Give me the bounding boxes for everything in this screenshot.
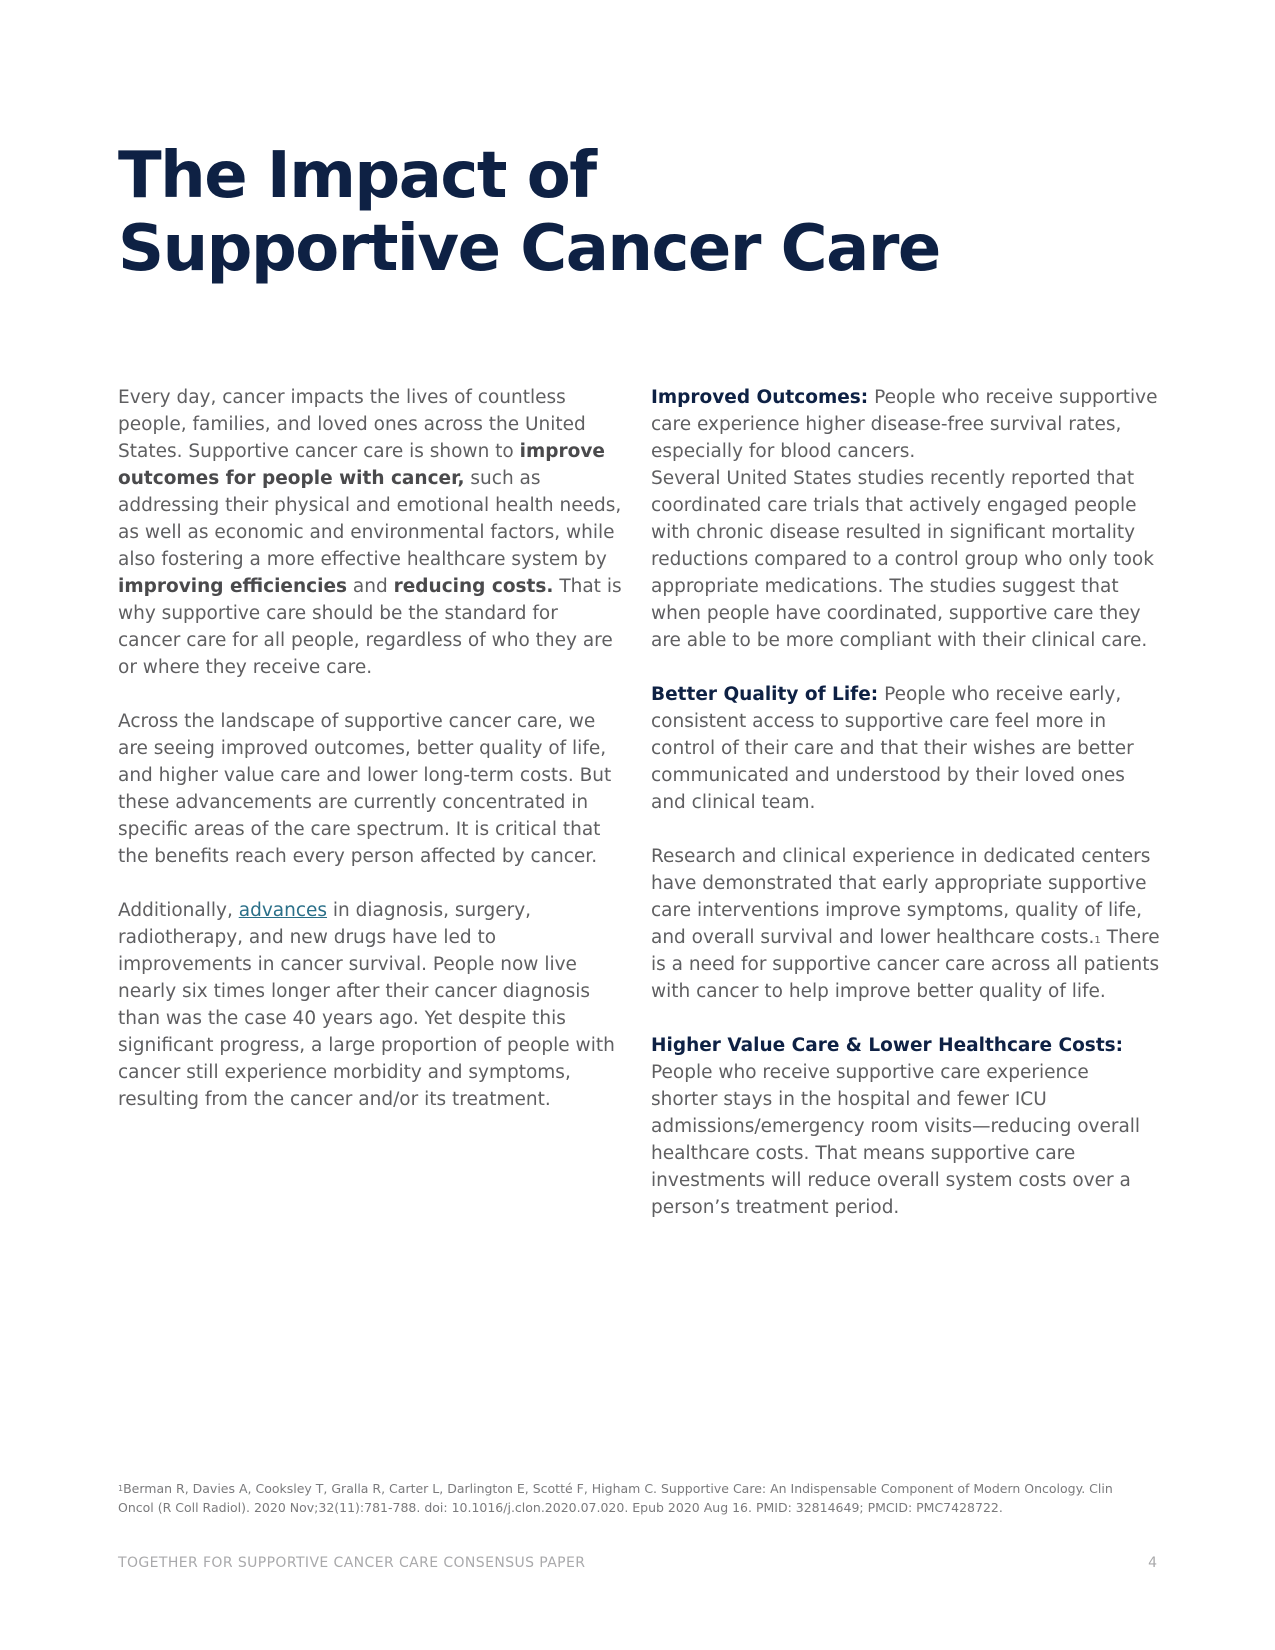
advances-text-1: Additionally, bbox=[118, 900, 239, 921]
improved-outcomes-text: People who receive supportive care experience higher disease-free survival rates, especially for blood cancers. bbox=[651, 387, 1158, 462]
landscape-paragraph: Across the landscape of supportive cancer care, we are seeing improved outcomes, better quality of life, and higher value care and lower long-term costs. But these advancements are currently concentrated in specific areas of the care spectrum. It is critical that the benefits reach every person affected by cancer. bbox=[118, 711, 612, 867]
footnote-reference: 1 bbox=[1094, 935, 1101, 946]
footer-paper-title: TOGETHER FOR SUPPORTIVE CANCER CARE CONSENSUS PAPER bbox=[118, 1555, 586, 1571]
advances-paragraph bbox=[118, 897, 626, 1113]
studies-paragraph: Several United States studies recently reported that coordinated care trials that actively engaged people with chronic disease resulted in significant mortality reductions compared to a control group who only took appropriate medications. The studies suggest that when people have coordinated, supportive care they are able to be more compliant with their clinical care. bbox=[651, 468, 1154, 651]
research-text-1: Research and clinical experience in dedicated centers have demonstrated that early appropriate supportive care interventions improve symptoms, quality of life, and overall survival and lower healthcare costs. bbox=[651, 846, 1151, 948]
footnote-text: Berman R, Davies A, Cooksley T, Gralla R, Carter L, Darlington E, Scotté F, Higham C. Supportive Care: An Indispensable Component of Modern Oncology. Clin Oncol (R Coll Radiol). 2020 Nov;32(11):781-788. doi: 10.1016/j.clon.2020.07.020. Epub 2020 Aug 16. PMID: 32814649; PMCID: PMC7428722. bbox=[118, 1481, 1113, 1515]
research-text-2: There is a need for supportive cancer care across all patients with cancer to help improve better quality of life. bbox=[651, 927, 1160, 1002]
intro-bold-reducing-costs: reducing costs. bbox=[393, 576, 554, 597]
page-number: 4 bbox=[1148, 1555, 1157, 1571]
page-title-line-1: The Impact of bbox=[118, 139, 596, 213]
intro-bold-improve-outcomes: improve outcomes for people with cancer, bbox=[118, 441, 605, 489]
improved-outcomes-paragraph bbox=[651, 384, 1161, 465]
left-column bbox=[118, 384, 626, 1113]
intro-paragraph bbox=[118, 384, 626, 681]
page-title-line-2: Supportive Cancer Care bbox=[118, 212, 940, 286]
improved-outcomes-heading: Improved Outcomes: bbox=[651, 387, 869, 408]
right-column bbox=[651, 384, 1161, 1221]
intro-text-1: Every day, cancer impacts the lives of countless people, families, and loved ones across the United States. Supportive cancer care is shown to bbox=[118, 387, 586, 462]
intro-text-2: such as addressing their physical and emotional health needs, as well as economic and environmental factors, while also fostering a more effective healthcare system by bbox=[118, 468, 622, 570]
intro-bold-improving-efficiencies: improving efficiencies bbox=[118, 576, 348, 597]
higher-value-heading: Higher Value Care & Lower Healthcare Costs: bbox=[651, 1035, 1124, 1056]
intro-text-4: That is why supportive care should be the standard for cancer care for all people, regardless of who they are or where they receive care. bbox=[118, 576, 622, 678]
page-title bbox=[118, 140, 1018, 286]
intro-text-3: and bbox=[347, 576, 394, 597]
research-paragraph bbox=[651, 843, 1161, 1005]
quality-of-life-paragraph bbox=[651, 681, 1161, 816]
higher-value-text: People who receive supportive care experience shorter stays in the hospital and fewer ICU admissions/emergency room visits—reducing overall healthcare costs. That means supportive care investments will reduce overall system costs over a person’s treatment period. bbox=[651, 1062, 1141, 1218]
footnote bbox=[118, 1479, 1148, 1517]
advances-link[interactable]: advances bbox=[238, 900, 328, 921]
quality-of-life-text: People who receive early, consistent access to supportive care feel more in control of their care and that their wishes are better communicated and understood by their loved ones and clinical team. bbox=[651, 684, 1134, 813]
advances-text-2: in diagnosis, surgery, radiotherapy, and new drugs have led to improvements in cancer survival. People now live nearly six times longer after their cancer diagnosis than was the case 40 years ago. Yet despite this significant progress, a large proportion of people with cancer still experience morbidity and symptoms, resulting from the cancer and/or its treatment. bbox=[118, 900, 615, 1110]
quality-of-life-heading: Better Quality of Life: bbox=[651, 684, 879, 705]
higher-value-paragraph bbox=[651, 1032, 1161, 1221]
footnote-mark: 1 bbox=[118, 1484, 124, 1493]
